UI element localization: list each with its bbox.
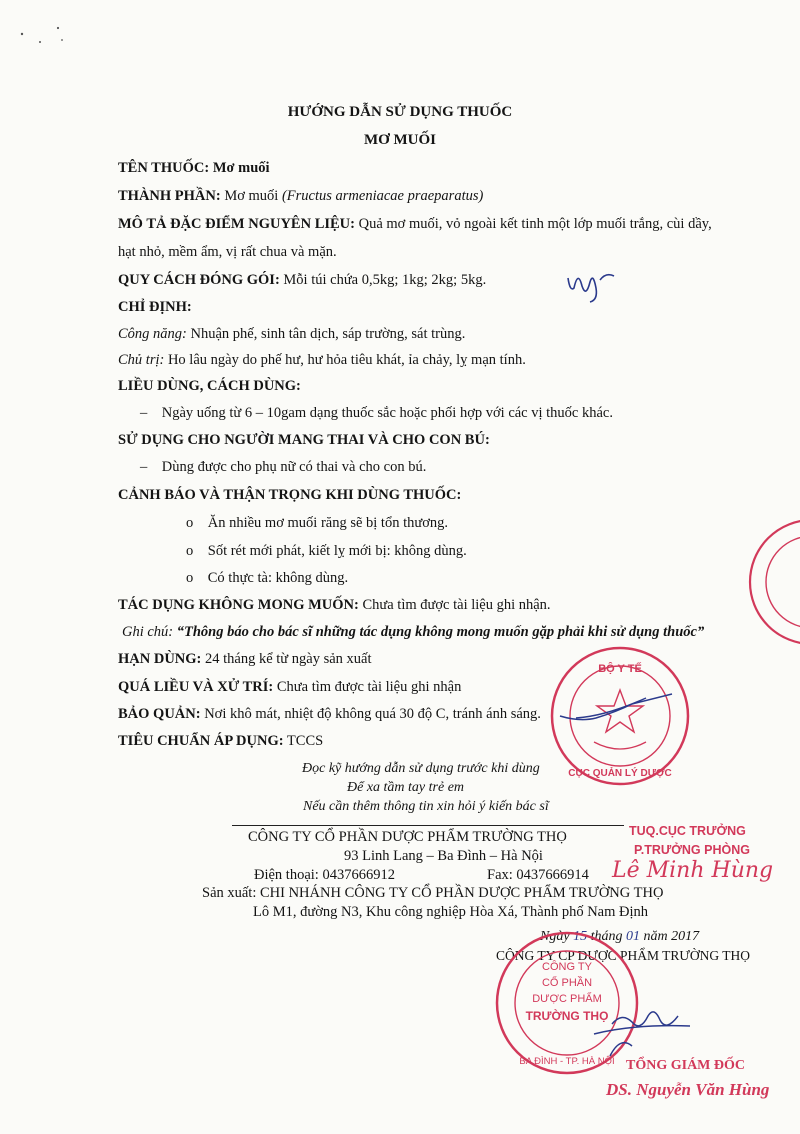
canh-bao-text: Sốt rét mới phát, kiết lỵ mới bị: không dùng.: [207, 543, 467, 559]
production-address: Lô M1, đường N3, Khu công nghiệp Hòa Xá, Thành phố Nam Định: [253, 904, 649, 920]
date-month-label: tháng: [590, 929, 623, 944]
circle-bullet-icon: o: [186, 570, 194, 586]
ministry-stamp: [552, 648, 688, 784]
mo-ta-label: MÔ TẢ ĐẶC ĐIỂM NGUYÊN LIỆU:: [118, 216, 355, 232]
dash-bullet: –: [140, 459, 148, 475]
ministry-stamp-top-text: BỘ Y TẾ: [598, 663, 642, 675]
advice-line: Nếu cần thêm thông tin xin hỏi ý kiến bác sĩ: [303, 799, 549, 814]
approval-check-signature: [560, 694, 672, 720]
chu-tri-value: Ho lâu ngày do phế hư, hư hỏa tiêu khát, ỉa chảy, lỵ mạn tính.: [167, 352, 526, 368]
chu-tri-label: Chủ trị:: [118, 352, 165, 368]
company-stamp-line-2: CỔ PHẦN: [541, 977, 593, 989]
company-stamp-line-1: CÔNG TY: [542, 961, 592, 973]
company-stamp-line-4: TRƯỜNG THỌ: [525, 1009, 609, 1023]
han-dung-value: 24 tháng kể từ ngày sản xuất: [205, 651, 372, 667]
circle-bullet-icon: o: [186, 515, 194, 531]
lieu-dung-heading: LIỀU DÙNG, CÁCH DÙNG:: [118, 378, 301, 394]
quy-cach-value: Mỗi túi chứa 0,5kg; 1kg; 2kg; 5kg.: [283, 272, 487, 288]
bao-quan-value: Nơi khô mát, nhiệt độ không quá 30 độ C, tránh ánh sáng.: [204, 706, 541, 722]
cong-nang-label: Công năng:: [118, 326, 187, 342]
date-month: 01: [625, 929, 640, 944]
quy-cach-label: QUY CÁCH ĐÓNG GÓI:: [118, 272, 280, 288]
tieu-chuan-value: TCCS: [286, 733, 324, 749]
production-line: Sản xuất: CHI NHÁNH CÔNG TY CỔ PHẦN DƯỢC PHẨM TRƯỜNG THỌ: [202, 885, 664, 901]
advice-line: Đọc kỹ hướng dẫn sử dụng trước khi dùng: [302, 761, 540, 776]
ministry-stamp-bottom-text: CỤC QUẢN LÝ DƯỢC: [568, 768, 672, 779]
approval-line-2: P.TRƯỞNG PHÒNG: [634, 843, 750, 857]
director-name: DS. Nguyễn Văn Hùng: [606, 1080, 770, 1099]
company-address: 93 Linh Lang – Ba Đình – Hà Nội: [344, 848, 543, 864]
qua-lieu-label: QUÁ LIỀU VÀ XỬ TRÍ:: [118, 679, 274, 695]
mo-ta-value-1: Quả mơ muối, vỏ ngoài kết tinh một lớp muối trắng, cùi dầy,: [358, 216, 712, 232]
canh-bao-text: Có thực tà: không dùng.: [207, 570, 349, 586]
circle-bullet-icon: o: [186, 543, 194, 559]
date-prefix: Ngày: [540, 929, 570, 944]
ten-thuoc-label: TÊN THUỐC:: [118, 160, 210, 176]
tac-dung-label: TÁC DỤNG KHÔNG MONG MUỐN:: [118, 597, 359, 613]
dash-bullet: –: [140, 405, 148, 421]
thanh-phan-value: Mơ muối: [224, 188, 279, 204]
mang-thai-text: Dùng được cho phụ nữ có thai và cho con bú.: [161, 459, 427, 475]
han-dung-label: HẠN DÙNG:: [118, 651, 202, 667]
ghi-chu-label: Ghi chú:: [122, 624, 174, 640]
canh-bao-text: Ăn nhiều mơ muối răng sẽ bị tổn thương.: [207, 515, 449, 531]
company-phone: Điện thoại: 0437666912: [254, 867, 395, 883]
company-name: CÔNG TY CỔ PHẦN DƯỢC PHẨM TRƯỜNG THỌ: [248, 829, 567, 845]
star-emblem-icon: [597, 690, 643, 732]
company-stamp: [497, 933, 637, 1073]
signer-company: CÔNG TY CP DƯỢC PHẨM TRƯỜNG THỌ: [496, 948, 750, 963]
mang-thai-heading: SỬ DỤNG CHO NGƯỜI MANG THAI VÀ CHO CON BÚ:: [118, 432, 490, 448]
approval-line-1: TUQ.CỤC TRƯỞNG: [629, 824, 746, 838]
partial-right-stamp: [750, 520, 800, 644]
document-title: HƯỚNG DẪN SỬ DỤNG THUỐC: [287, 104, 513, 120]
tieu-chuan-label: TIÊU CHUẨN ÁP DỤNG:: [118, 733, 284, 749]
cong-nang-value: Nhuận phế, sinh tân dịch, sáp trường, sát trùng.: [190, 326, 466, 342]
advice-line: Để xa tầm tay trẻ em: [347, 780, 465, 795]
bao-quan-label: BẢO QUẢN:: [118, 706, 201, 722]
mo-ta-line-2: hạt nhỏ, mềm ẩm, vị rất chua và mặn.: [118, 244, 337, 260]
tac-dung-value: Chưa tìm được tài liệu ghi nhận.: [362, 597, 551, 613]
canh-bao-heading: CẢNH BÁO VÀ THẬN TRỌNG KHI DÙNG THUỐC:: [118, 487, 462, 503]
ghi-chu-value: “Thông báo cho bác sĩ những tác dụng không mong muốn gặp phải khi sử dụng thuốc”: [176, 624, 705, 640]
ten-thuoc-value: Mơ muối: [212, 160, 270, 176]
company-stamp-ring-text: BA ĐÌNH - TP. HÀ NỘI: [519, 1056, 615, 1067]
lieu-dung-text: Ngày uống từ 6 – 10gam dạng thuốc sắc hoặc phối hợp với các vị thuốc khác.: [161, 405, 613, 421]
thanh-phan-latin: (Fructus armeniacae praeparatus): [281, 188, 484, 204]
chi-dinh-heading: CHỈ ĐỊNH:: [118, 299, 192, 315]
thanh-phan-label: THÀNH PHẦN:: [118, 188, 221, 204]
company-stamp-line-3: DƯỢC PHẨM: [532, 993, 602, 1005]
drug-name-heading: MƠ MUỐI: [363, 132, 437, 148]
date-year: năm 2017: [643, 929, 700, 944]
date-day: 15: [573, 929, 588, 944]
scan-specks: [21, 27, 63, 43]
qua-lieu-value: Chưa tìm được tài liệu ghi nhận: [276, 679, 462, 695]
initials-signature: [568, 275, 614, 302]
company-fax: Fax: 0437666914: [487, 867, 589, 883]
director-role: TỔNG GIÁM ĐỐC: [626, 1058, 745, 1073]
approval-signer: Lê Minh Hùng: [612, 858, 774, 883]
